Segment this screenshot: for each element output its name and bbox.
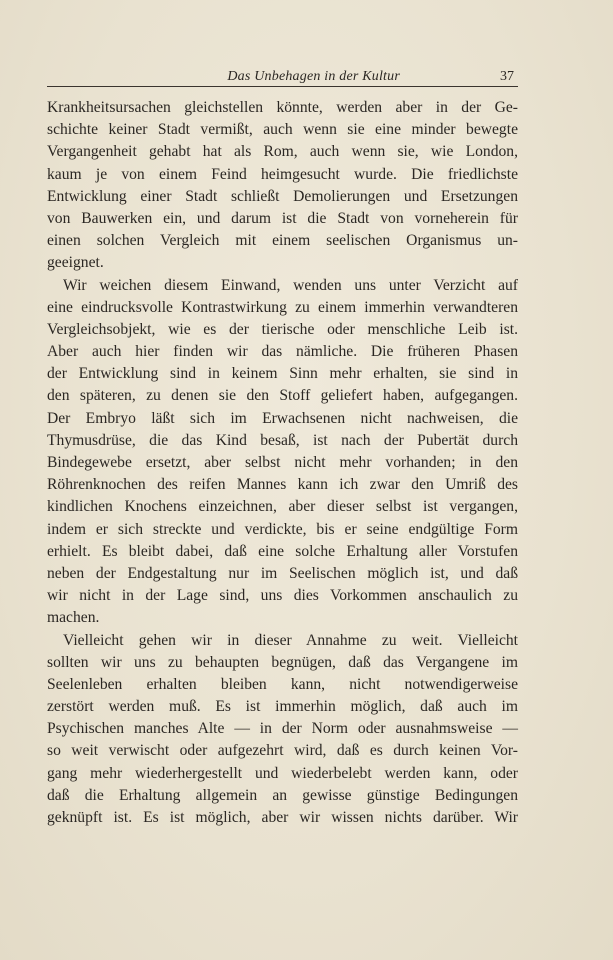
text-line: daß die Erhaltung allgemein an gewisse günstige Bedingungen bbox=[47, 786, 518, 804]
text-line: einen solchen Vergleich mit einem seelischen Organismus un- bbox=[47, 232, 518, 250]
text-line: wir nicht in der Lage sind, uns dies Vorkommen anschaulich zu bbox=[47, 587, 518, 605]
text-line: gang mehr wiederhergestellt und wiederbelebt werden kann, oder bbox=[47, 764, 518, 782]
text-line: Krankheitsursachen gleichstellen könnte, werden aber in der Ge- bbox=[47, 99, 518, 116]
text-line: Vergleichsobjekt, wie es der tierische oder menschliche Leib ist. bbox=[47, 320, 518, 338]
text-line: kindlichen Knochens einzeichnen, aber dieser selbst ist vergangen, bbox=[47, 498, 518, 516]
text-line: kaum je von einem Feind heimgesucht wurde. Die friedlichste bbox=[47, 165, 518, 183]
page-header bbox=[47, 68, 518, 87]
text-line: eine eindrucksvolle Kontrastwirkung zu einem immerhin verwandteren bbox=[47, 298, 518, 316]
running-title: Das Unbehagen in der Kultur bbox=[227, 69, 400, 84]
page-number: 37 bbox=[500, 69, 514, 84]
text-line: Aber auch hier finden wir das nämliche. Die früheren Phasen bbox=[47, 343, 518, 361]
text-line: Vergangenheit gehabt hat als Rom, auch wenn sie, wie London, bbox=[47, 143, 518, 161]
text-line: neben der Endgestaltung nur im Seelischen möglich ist, und daß bbox=[47, 564, 518, 582]
text-line: machen. bbox=[47, 609, 100, 627]
text-line: den späteren, zu denen sie den Stoff geliefert haben, aufgegangen. bbox=[47, 387, 518, 405]
text-line: Entwicklung einer Stadt schließt Demolierungen und Ersetzungen bbox=[47, 187, 518, 205]
text-line: der Entwicklung sind in keinem Sinn mehr erhalten, sie sind in bbox=[47, 365, 518, 383]
text-line: sollten wir uns zu behaupten begnügen, daß das Vergangene im bbox=[47, 653, 518, 671]
text-line: Röhrenknochen des reifen Mannes kann ich zwar den Umriß des bbox=[47, 476, 518, 494]
text-line: so weit verwischt oder aufgezehrt wird, daß es durch keinen Vor- bbox=[47, 742, 518, 760]
text-line: von Bauwerken ein, und darum ist die Stadt von vorneherein für bbox=[47, 209, 518, 227]
text-line: Vielleicht gehen wir in dieser Annahme zu weit. Vielleicht bbox=[63, 631, 518, 649]
text-line: zerstört werden muß. Es ist immerhin möglich, daß auch im bbox=[47, 698, 518, 716]
text-line: indem er sich streckte und verdickte, bis er seine endgültige Form bbox=[47, 520, 518, 538]
text-line: Wir weichen diesem Einwand, wenden uns unter Verzicht auf bbox=[63, 276, 518, 294]
body-text bbox=[47, 97, 518, 829]
text-line: Seelenleben erhalten bleiben kann, nicht notwendigerweise bbox=[47, 675, 518, 693]
text-line: erhielt. Es bleibt dabei, daß eine solche Erhaltung aller Vorstufen bbox=[47, 542, 518, 560]
text-line: Thymusdrüse, die das Kind besaß, ist nach der Pubertät durch bbox=[47, 431, 518, 449]
text-line: geeignet. bbox=[47, 254, 104, 272]
text-line: geknüpft ist. Es ist möglich, aber wir wissen nichts darüber. Wir bbox=[47, 809, 518, 826]
text-line: schichte keiner Stadt vermißt, auch wenn sie eine minder bewegte bbox=[47, 121, 518, 139]
text-line: Psychischen manches Alte — in der Norm oder ausnahmsweise — bbox=[47, 720, 518, 738]
text-line: Der Embryo läßt sich im Erwachsenen nicht nachweisen, die bbox=[47, 409, 518, 427]
text-line: Bindegewebe ersetzt, aber selbst nicht mehr vorhanden; in den bbox=[47, 454, 518, 471]
